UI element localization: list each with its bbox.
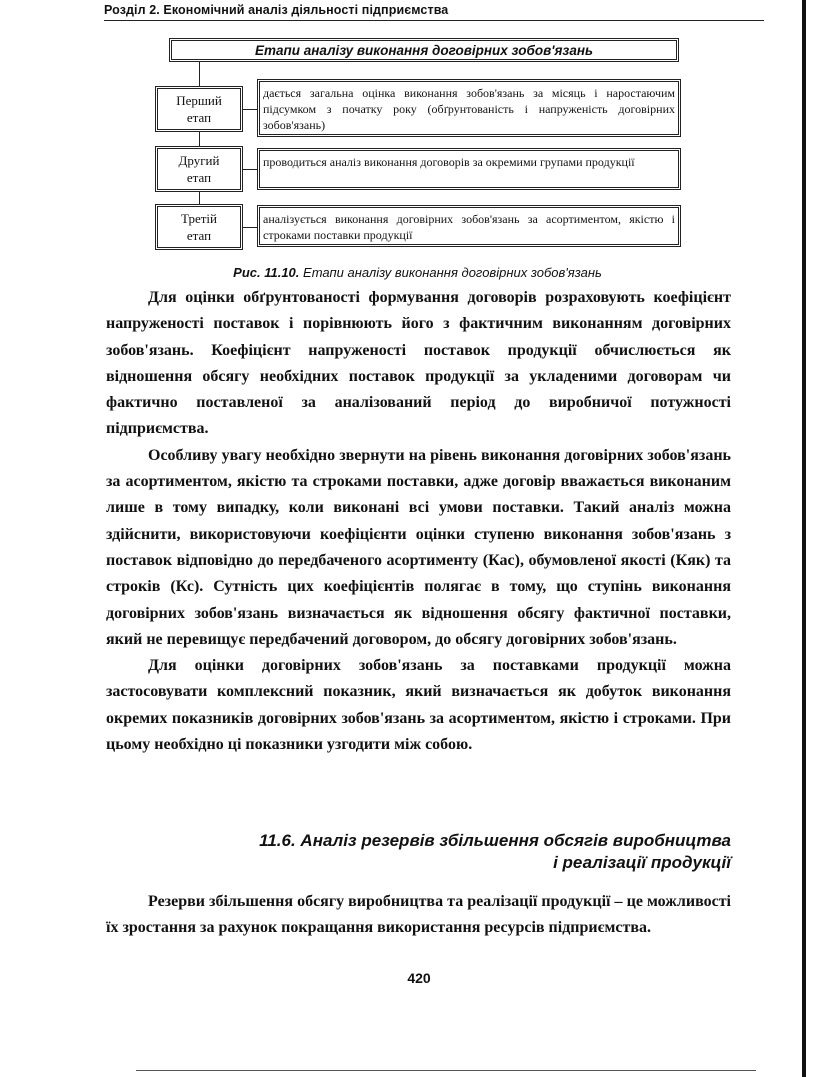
- diagram-title: Етапи аналізу виконання договірних зобов'язань: [169, 38, 679, 62]
- page-edge-shadow: [802, 0, 806, 1077]
- connector-line: [243, 169, 257, 170]
- stage-box-second: [155, 146, 243, 192]
- stages-diagram: [155, 38, 681, 256]
- section-heading-line: і реалізації продукції: [553, 853, 731, 872]
- running-header: Розділ 2. Економічний аналіз діяльності підприємства: [104, 3, 449, 17]
- bottom-rule: [136, 1070, 756, 1071]
- stage-box-third: [155, 204, 243, 250]
- body-text: [106, 285, 731, 758]
- figure-caption-text: Етапи аналізу виконання договірних зобов'язань: [303, 265, 602, 280]
- figure-label: Рис. 11.10.: [233, 265, 300, 280]
- paragraph: Для оцінки договірних зобов'язань за поставками продукції можна застосовувати комплексний показник, який визначається як добуток виконання окремих показників договірних зобов'язань за асортиментом, якістю і строками. При цьому необхідно ці показники узгодити між собою.: [106, 657, 731, 754]
- section-heading-line: 11.6. Аналіз резервів збільшення обсягів виробництва: [259, 831, 731, 850]
- page-number: 420: [407, 970, 431, 986]
- stage-name: етап: [186, 228, 212, 243]
- stage-name: етап: [186, 170, 212, 185]
- stage-description-second: проводиться аналіз виконання договорів за окремими групами продукції: [257, 148, 681, 190]
- stage-name: етап: [186, 110, 212, 125]
- stage-name: Другий: [178, 153, 220, 168]
- section-body-text: [106, 889, 731, 942]
- paragraph: Для оцінки обґрунтованості формування договорів розраховують коефіцієнт напруженості поставок і порівнюють його з фактичним виконанням договірних зобов'язань. Коефіцієнт напруженості поставок продукції обчислюється як відношення обсягу необхідних поставок продукції за укладеними договорам чи фактично поставленої за аналізований період до виробничої потужності підприємства.: [106, 289, 731, 438]
- stage-description-first: дається загальна оцінка виконання зобов'язань за місяць і наростаючим підсумком з початку року (обґрунтованість і напруженість договірних зобов'язань): [257, 79, 681, 137]
- paragraph: Особливу увагу необхідно звернути на рівень виконання договірних зобов'язань за асортиментом, якістю та строками поставки, адже договір вважається виконаним лише в тому випадку, коли виконані всі умови поставки. Такий аналіз можна здійснити, використовуючи коефіцієнти оцінки ступеню виконання зобов'язань з поставок відповідно до передбаченого асортименту (Кас), обумовленої якості (Кяк) та строків (Кс). Сутність цих коефіцієнтів полягає в тому, що ступінь виконання договірних зобов'язань визначається як відношення обсягу фактичної поставки, який не перевищує передбачений договором, до обсягу договірних зобов'язань.: [106, 446, 731, 648]
- connector-line: [243, 227, 257, 228]
- stage-name: Перший: [176, 93, 222, 108]
- header-rule: [104, 20, 764, 21]
- paragraph: Резерви збільшення обсягу виробництва та реалізації продукції – це можливості їх зростання за рахунок покращання використання ресурсів підприємства.: [106, 893, 731, 937]
- connector-line: [243, 109, 257, 110]
- figure-caption: [104, 265, 731, 280]
- stage-box-first: [155, 86, 243, 132]
- section-heading: [104, 830, 731, 874]
- stage-name: Третій: [181, 211, 217, 226]
- stage-description-third: аналізується виконання договірних зобов'язань за асортиментом, якістю і строками поставки продукції: [257, 205, 681, 247]
